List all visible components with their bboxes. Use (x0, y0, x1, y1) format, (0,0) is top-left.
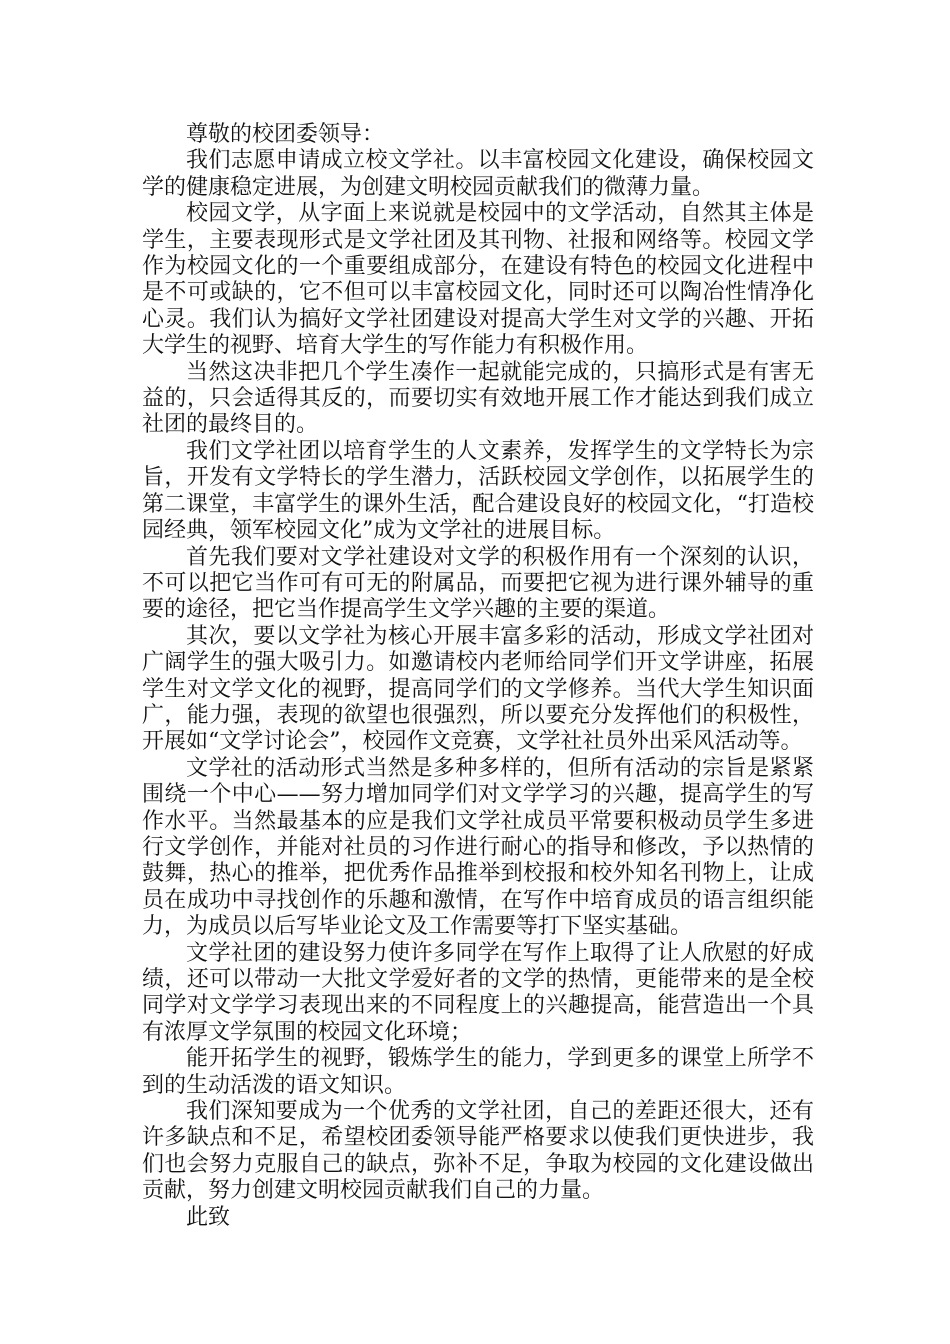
paragraph: 文学社的活动形式当然是多种多样的，但所有活动的宗旨是紧紧围绕一个中心——努力增加同学们对文学学习的兴趣，提高学生的写作水平。当然最基本的应是我们文学社成员平常要积极动员学生多进行文学创作，并能对社员的习作进行耐心的指导和修改，予以热情的鼓舞，热心的推举，把优秀作品推举到校报和校外知名刊物上，让成员在成功中寻找创作的乐趣和激情，在写作中培育成员的语言组织能力，为成员以后写毕业论文及工作需要等打下坚实基础。 (142, 755, 814, 940)
paragraph: 其次，要以文学社为核心开展丰富多彩的活动，形成文学社团对广阔学生的强大吸引力。如邀请校内老师给同学们开文学讲座，拓展学生对文学文化的视野，提高同学们的文学修养。当代大学生知识面广，能力强，表现的欲望也很强烈，所以要充分发挥他们的积极性，开展如“文学讨论会”，校园作文竞赛，文学社社员外出采风活动等。 (142, 623, 814, 755)
paragraph: 我们文学社团以培育学生的人文素养，发挥学生的文学特长为宗旨，开发有文学特长的学生潜力，活跃校园文学创作，以拓展学生的第二课堂，丰富学生的课外生活，配合建设良好的校园文化，“打造校园经典，领军校园文化”成为文学社的进展目标。 (142, 438, 814, 544)
paragraph: 我们志愿申请成立校文学社。以丰富校园文化建设，确保校园文学的健康稳定进展，为创建文明校园贡献我们的微薄力量。 (142, 148, 814, 200)
paragraph: 文学社团的建设努力使许多同学在写作上取得了让人欣慰的好成绩，还可以带动一大批文学爱好者的文学的热情，更能带来的是全校同学对文学学习表现出来的不同程度上的兴趣提高，能营造出一个具有浓厚文学氛围的校园文化环境； (142, 940, 814, 1045)
salutation: 尊敬的校团委领导： (186, 122, 385, 147)
paragraph: 校园文学，从字面上来说就是校园中的文学活动，自然其主体是学生，主要表现形式是文学社团及其刊物、社报和网络等。校园文学作为校园文化的一个重要组成部分，在建设有特色的校园文化进程中是不可或缺的，它不但可以丰富校园文化，同时还可以陶冶性情净化心灵。我们认为搞好文学社团建设对提高大学生对文学的兴趣、开拓大学生的视野、培育大学生的写作能力有积极作用。 (142, 201, 814, 359)
paragraph: 首先我们要对文学社建设对文学的积极作用有一个深刻的认识，不可以把它当作可有可无的附属品，而要把它视为进行课外辅导的重要的途径，把它当作提高学生文学兴趣的主要的渠道。 (142, 544, 814, 623)
paragraph: 我们深知要成为一个优秀的文学社团，自己的差距还很大，还有许多缺点和不足，希望校团委领导能严格要求以使我们更快进步，我们也会努力克服自己的缺点，弥补不足，争取为校园的文化建设做出贡献，努力创建文明校园贡献我们自己的力量。 (142, 1099, 814, 1204)
closing: 此致 (186, 1204, 231, 1230)
paragraph: 能开拓学生的视野，锻炼学生的能力，学到更多的课堂上所学不到的生动活泼的语文知识。 (142, 1046, 814, 1098)
paragraph: 当然这决非把几个学生凑作一起就能完成的，只搞形式是有害无益的，只会适得其反的，而要切实有效地开展工作才能达到我们成立社团的最终目的。 (142, 359, 814, 438)
letter-body (142, 122, 814, 1231)
